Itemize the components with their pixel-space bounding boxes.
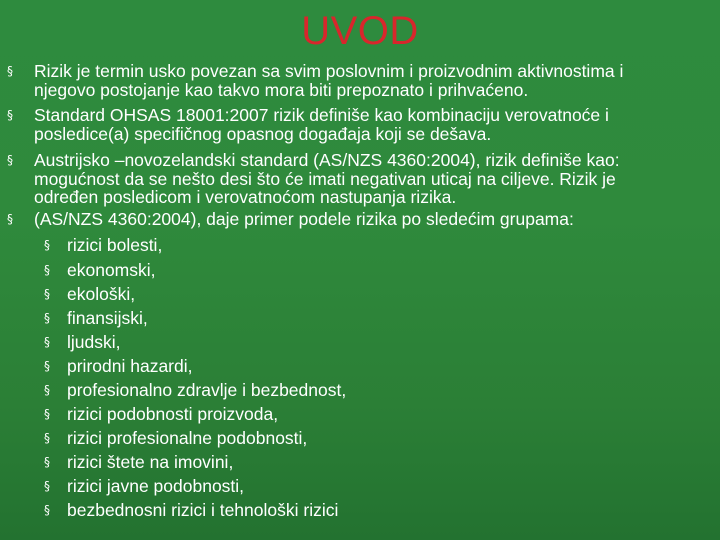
bullet-item — [7, 105, 716, 144]
section-bullet-icon: § — [7, 153, 13, 167]
sub-bullet-text: rizici bolesti, — [67, 235, 163, 255]
sub-bullet-item — [44, 260, 707, 280]
section-bullet-icon: § — [7, 64, 13, 78]
bullet-text-line: njegovo postojanje kao takvo mora biti prepoznato i prihvaćeno. — [34, 79, 529, 100]
sub-bullet-item — [44, 235, 707, 255]
section-bullet-icon: § — [44, 479, 50, 493]
slide-title: UVOD — [301, 9, 419, 53]
section-bullet-icon: § — [44, 359, 50, 373]
sub-bullet-item — [44, 308, 707, 328]
sub-bullet-text: rizici profesionalne podobnosti, — [67, 428, 308, 448]
sub-bullet-item — [44, 380, 707, 400]
section-bullet-icon: § — [44, 238, 50, 252]
section-bullet-icon: § — [44, 455, 50, 469]
sub-bullet-item — [44, 452, 707, 472]
sub-bullet-text: rizici podobnosti proizvoda, — [67, 404, 279, 424]
sub-bullet-item — [44, 356, 707, 376]
sub-bullet-text: ljudski, — [67, 332, 121, 352]
sub-bullet-item — [44, 404, 707, 424]
bullet-item — [7, 150, 716, 207]
sub-bullet-text: profesionalno zdravlje i bezbednost, — [67, 380, 347, 400]
sub-bullet-text: rizici štete na imovini, — [67, 452, 234, 472]
section-bullet-icon: § — [7, 108, 13, 122]
sub-bullet-text: bezbednosni rizici i tehnološki rizici — [67, 500, 339, 520]
section-bullet-icon: § — [44, 383, 50, 397]
section-bullet-icon: § — [44, 503, 50, 517]
bullet-item — [7, 209, 716, 229]
bullet-text-line: Rizik je termin usko povezan sa svim poslovnim i proizvodnim aktivnostima i — [34, 61, 624, 81]
section-bullet-icon: § — [44, 431, 50, 445]
sub-bullet-item — [44, 500, 707, 520]
section-bullet-icon: § — [44, 311, 50, 325]
sub-bullet-text: prirodni hazardi, — [67, 356, 193, 376]
bullet-text-line: određen posledicom i verovatnoćom nastupanja rizika. — [34, 187, 457, 207]
section-bullet-icon: § — [44, 287, 50, 301]
section-bullet-icon: § — [44, 407, 50, 421]
sub-bullet-item — [44, 428, 707, 448]
section-bullet-icon: § — [44, 263, 50, 277]
sub-bullet-text: finansijski, — [67, 308, 148, 328]
sub-bullet-item — [44, 476, 707, 496]
bullet-text-line: Austrijsko –novozelandski standard (AS/NZS 4360:2004), rizik definiše kao: — [34, 150, 620, 170]
section-bullet-icon: § — [44, 335, 50, 349]
section-bullet-icon: § — [7, 212, 13, 226]
sub-bullet-text: ekonomski, — [67, 260, 156, 280]
sub-bullet-item — [44, 332, 707, 352]
sub-bullet-text: rizici javne podobnosti, — [67, 476, 245, 496]
bullet-item — [7, 61, 716, 100]
bullet-text-line: mogućnost da se nešto desi što će imati negativan uticaj na ciljeve. Rizik je — [34, 168, 616, 189]
bullet-text-line: Standard OHSAS 18001:2007 rizik definiše kao kombinaciju verovatnoće i — [34, 105, 609, 125]
bullet-text-line: (AS/NZS 4360:2004), daje primer podele rizika po sledećim grupama: — [34, 209, 574, 229]
bullet-text-line: posledice(a) specifičnog opasnog događaja koji se dešava. — [34, 123, 492, 144]
sub-bullet-text: ekološki, — [67, 284, 136, 304]
sub-bullet-item — [44, 284, 707, 304]
